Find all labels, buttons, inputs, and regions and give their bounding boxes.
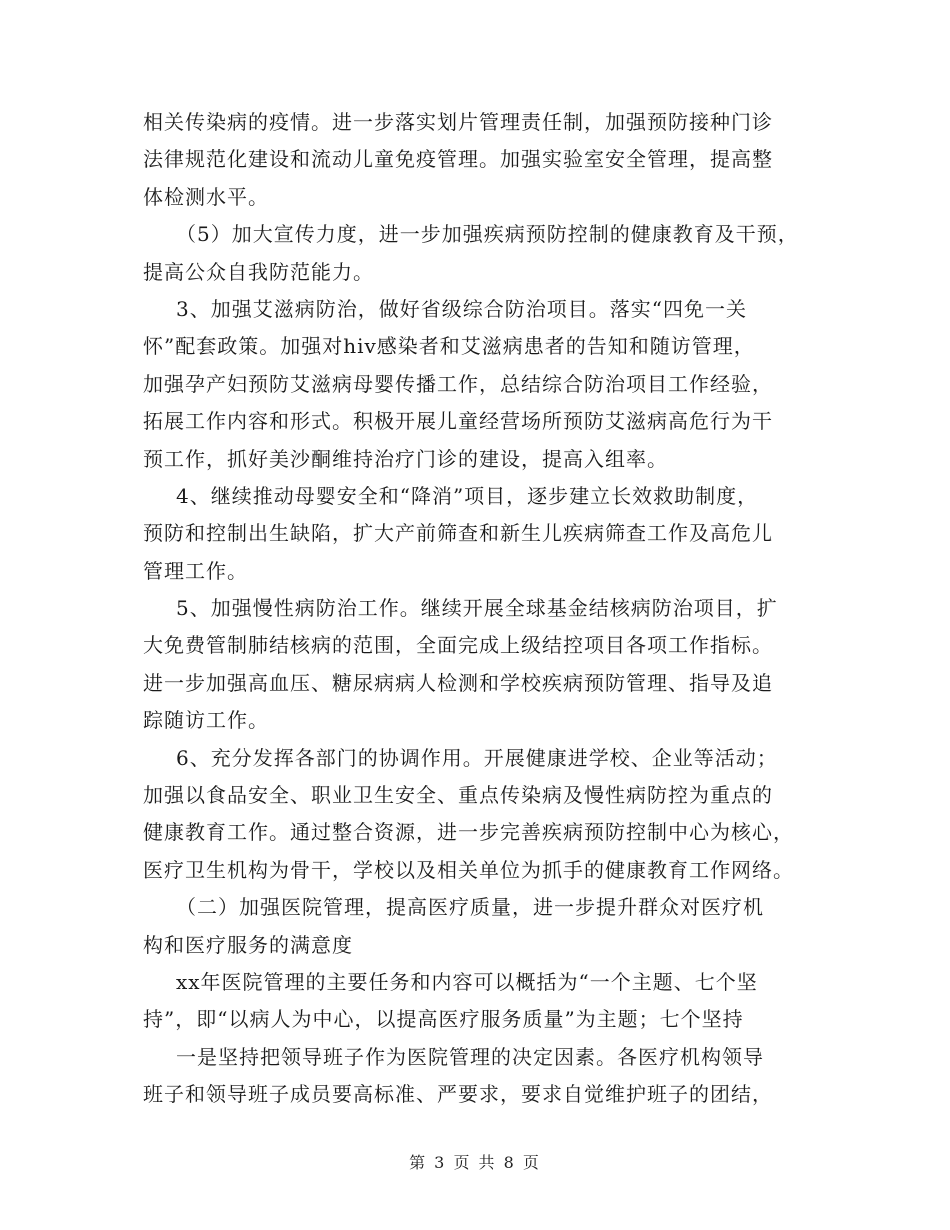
text-line: 6、充分发挥各部门的协调作用。开展健康进学校、企业等活动；	[176, 745, 778, 770]
text-line: 拓展工作内容和形式。积极开展儿童经营场所预防艾滋病高危行为干	[143, 409, 773, 434]
text-line: 预工作，抓好美沙酮维持治疗门诊的建设，提高入组率。	[143, 446, 668, 471]
text-line: 加强以食品安全、职业卫生安全、重点传染病及慢性病防控为重点的	[143, 783, 773, 808]
text-line: 3、加强艾滋病防治，做好省级综合防治项目。落实“四免一关	[176, 296, 747, 321]
text-line: 医疗卫生机构为骨干，学校以及相关单位为抓手的健康教育工作网络。	[143, 857, 794, 882]
text-line: 体检测水平。	[143, 184, 269, 209]
document-body	[143, 104, 823, 1114]
text-line: 法律规范化建设和流动儿童免疫管理。加强实验室安全管理，提高整	[143, 147, 773, 172]
text-line: 提高公众自我防范能力。	[143, 259, 374, 284]
text-line: 预防和控制出生缺陷，扩大产前筛查和新生儿疾病筛查工作及高危儿	[143, 521, 773, 546]
text-line: 一是坚持把领导班子作为医院管理的决定因素。各医疗机构领导	[176, 1044, 764, 1069]
text-line: 构和医疗服务的满意度	[143, 932, 353, 957]
text-line: 4、继续推动母婴安全和“降消”项目，逐步建立长效救助制度，	[176, 483, 759, 508]
text-line: 怀”配套政策。加强对hiv感染者和艾滋病患者的告知和随访管理，	[143, 334, 755, 359]
text-line: xx年医院管理的主要任务和内容可以概括为“一个主题、七个坚	[176, 969, 758, 994]
text-line: 进一步加强高血压、糖尿病病人检测和学校疾病预防管理、指导及追	[143, 670, 773, 695]
text-line: 大免费管制肺结核病的范围，全面完成上级结控项目各项工作指标。	[143, 633, 773, 658]
text-line: 健康教育工作。通过整合资源，进一步完善疾病预防控制中心为核心，	[143, 820, 794, 845]
text-line: （5）加大宣传力度，进一步加强疾病预防控制的健康教育及干预，	[176, 222, 799, 247]
text-line: 持”，即“以病人为中心，以提高医疗服务质量”为主题；七个坚持	[143, 1007, 744, 1032]
page-footer: 第 3 页 共 8 页	[409, 1153, 541, 1172]
text-line: 踪随访工作。	[143, 708, 269, 733]
text-line: 加强孕产妇预防艾滋病母婴传播工作，总结综合防治项目工作经验，	[143, 371, 773, 396]
text-line: （二）加强医院管理，提高医疗质量，进一步提升群众对医疗机	[176, 895, 764, 920]
text-line: 相关传染病的疫情。进一步落实划片管理责任制，加强预防接种门诊	[143, 110, 773, 134]
text-line: 班子和领导班子成员要高标准、严要求，要求自觉维护班子的团结，	[143, 1082, 773, 1107]
text-line: 5、加强慢性病防治工作。继续开展全球基金结核病防治项目，扩	[176, 596, 778, 621]
text-line: 管理工作。	[143, 558, 248, 583]
